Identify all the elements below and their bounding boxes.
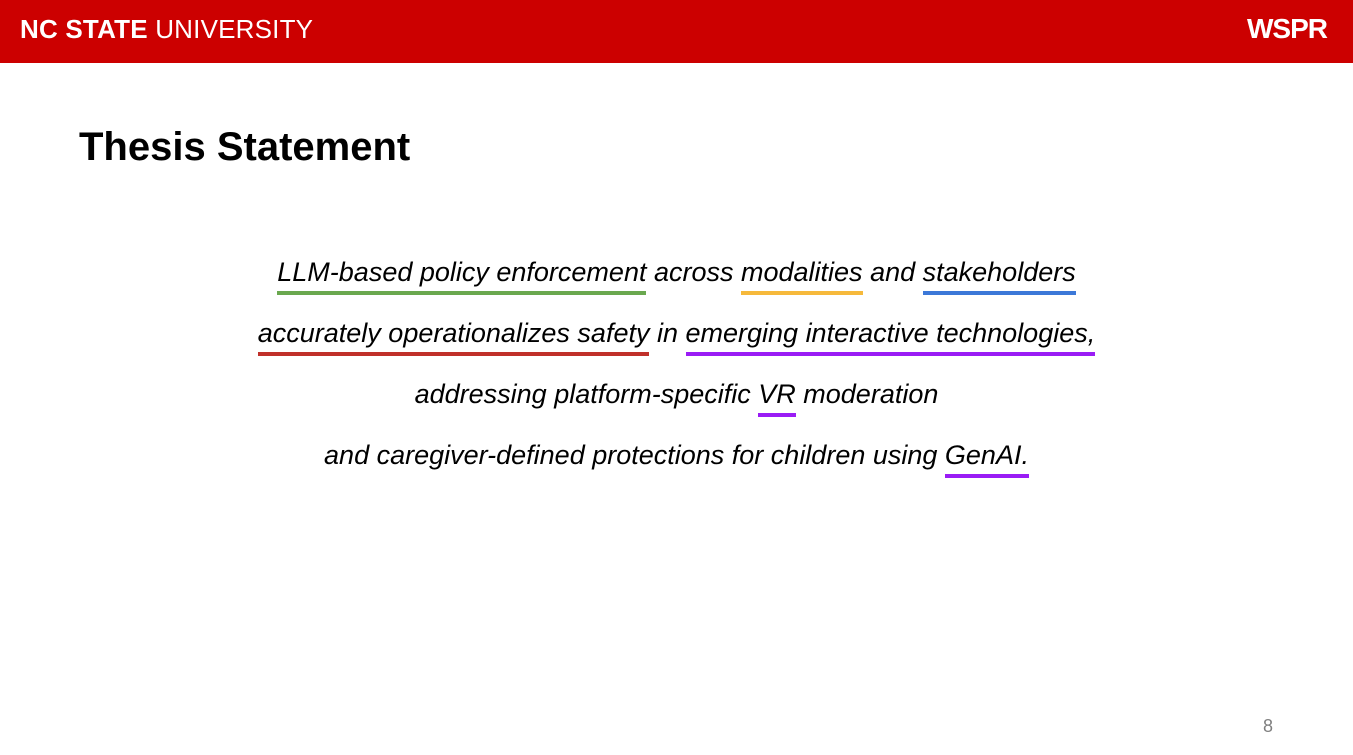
underlined-phrase: modalities [741,254,863,295]
thesis-text: across [646,257,741,287]
page-number: 8 [1262,716,1273,736]
university-name-light: UNIVERSITY [155,14,314,44]
thesis-line [0,250,1353,311]
underlined-phrase: VR [758,376,796,417]
lab-logo: WSPR [1247,13,1327,44]
thesis-text: in [649,318,686,348]
underlined-phrase: emerging interactive technologies, [686,315,1096,356]
header-bar [0,0,1353,63]
university-name-bold: NC STATE [20,14,148,44]
underlined-phrase: stakeholders [923,254,1076,295]
slide-title: Thesis Statement [79,125,411,169]
thesis-text: moderation [795,379,939,409]
thesis-text: addressing platform-specific [414,379,759,409]
underlined-phrase: LLM-based policy enforcement [277,254,646,295]
thesis-statement [0,250,1353,494]
thesis-line [0,372,1353,433]
thesis-line [0,433,1353,494]
university-wordmark [20,12,313,46]
underlined-phrase: GenAI. [945,437,1029,478]
thesis-line [0,311,1353,372]
thesis-text: and caregiver-defined protections for children using [324,440,945,470]
underlined-phrase: accurately operationalizes safety [258,315,650,356]
thesis-text: and [862,257,923,287]
